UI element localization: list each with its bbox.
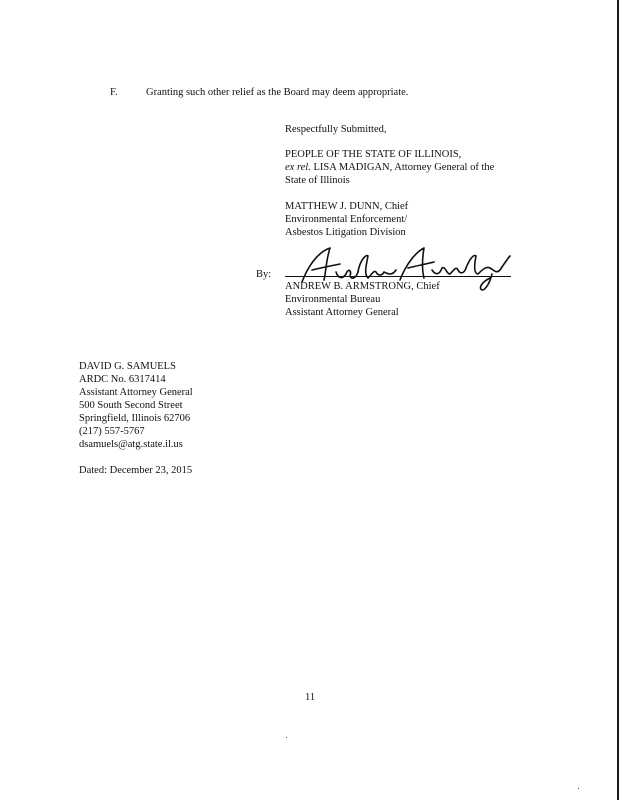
division-line-1: MATTHEW J. DUNN, Chief [285,201,409,212]
signer-line-2: Environmental Bureau [285,294,381,305]
counsel-name: DAVID G. SAMUELS [79,361,176,372]
counsel-block [79,360,193,451]
counsel-street: 500 South Second Street [79,400,183,411]
counsel-title: Assistant Attorney General [79,387,193,398]
party-line-2-rest: LISA MADIGAN, Attorney General of the [313,162,495,173]
ex-rel-text: ex rel. [285,162,311,173]
division-line-3: Asbestos Litigation Division [285,227,406,238]
dated-line: Dated: December 23, 2015 [79,465,193,476]
party-block [285,148,494,187]
scan-speck [578,788,579,789]
scan-speck [286,737,287,738]
party-line-3: State of Illinois [285,175,350,186]
relief-text: Granting such other relief as the Board may deem appropriate. [146,87,409,98]
relief-label: F. [110,87,118,98]
division-block [285,200,408,239]
scan-page-edge [617,0,619,800]
division-line-2: Environmental Enforcement/ [285,214,408,225]
signer-line-3: Assistant Attorney General [285,307,399,318]
counsel-ardc: ARDC No. 6317414 [79,374,166,385]
signer-line-1: ANDREW B. ARMSTRONG, Chief [285,281,440,292]
closing-text: Respectfully Submitted, [285,124,387,135]
counsel-city: Springfield, Illinois 62706 [79,413,191,424]
by-label: By: [256,269,272,280]
signature-line [285,276,511,277]
page-number: 11 [305,692,316,703]
party-line-1: PEOPLE OF THE STATE OF ILLINOIS, [285,149,462,160]
counsel-phone: (217) 557-5767 [79,426,145,437]
party-line-2 [285,161,494,174]
signer-block [285,280,440,319]
counsel-email: dsamuels@atg.state.il.us [79,439,183,450]
